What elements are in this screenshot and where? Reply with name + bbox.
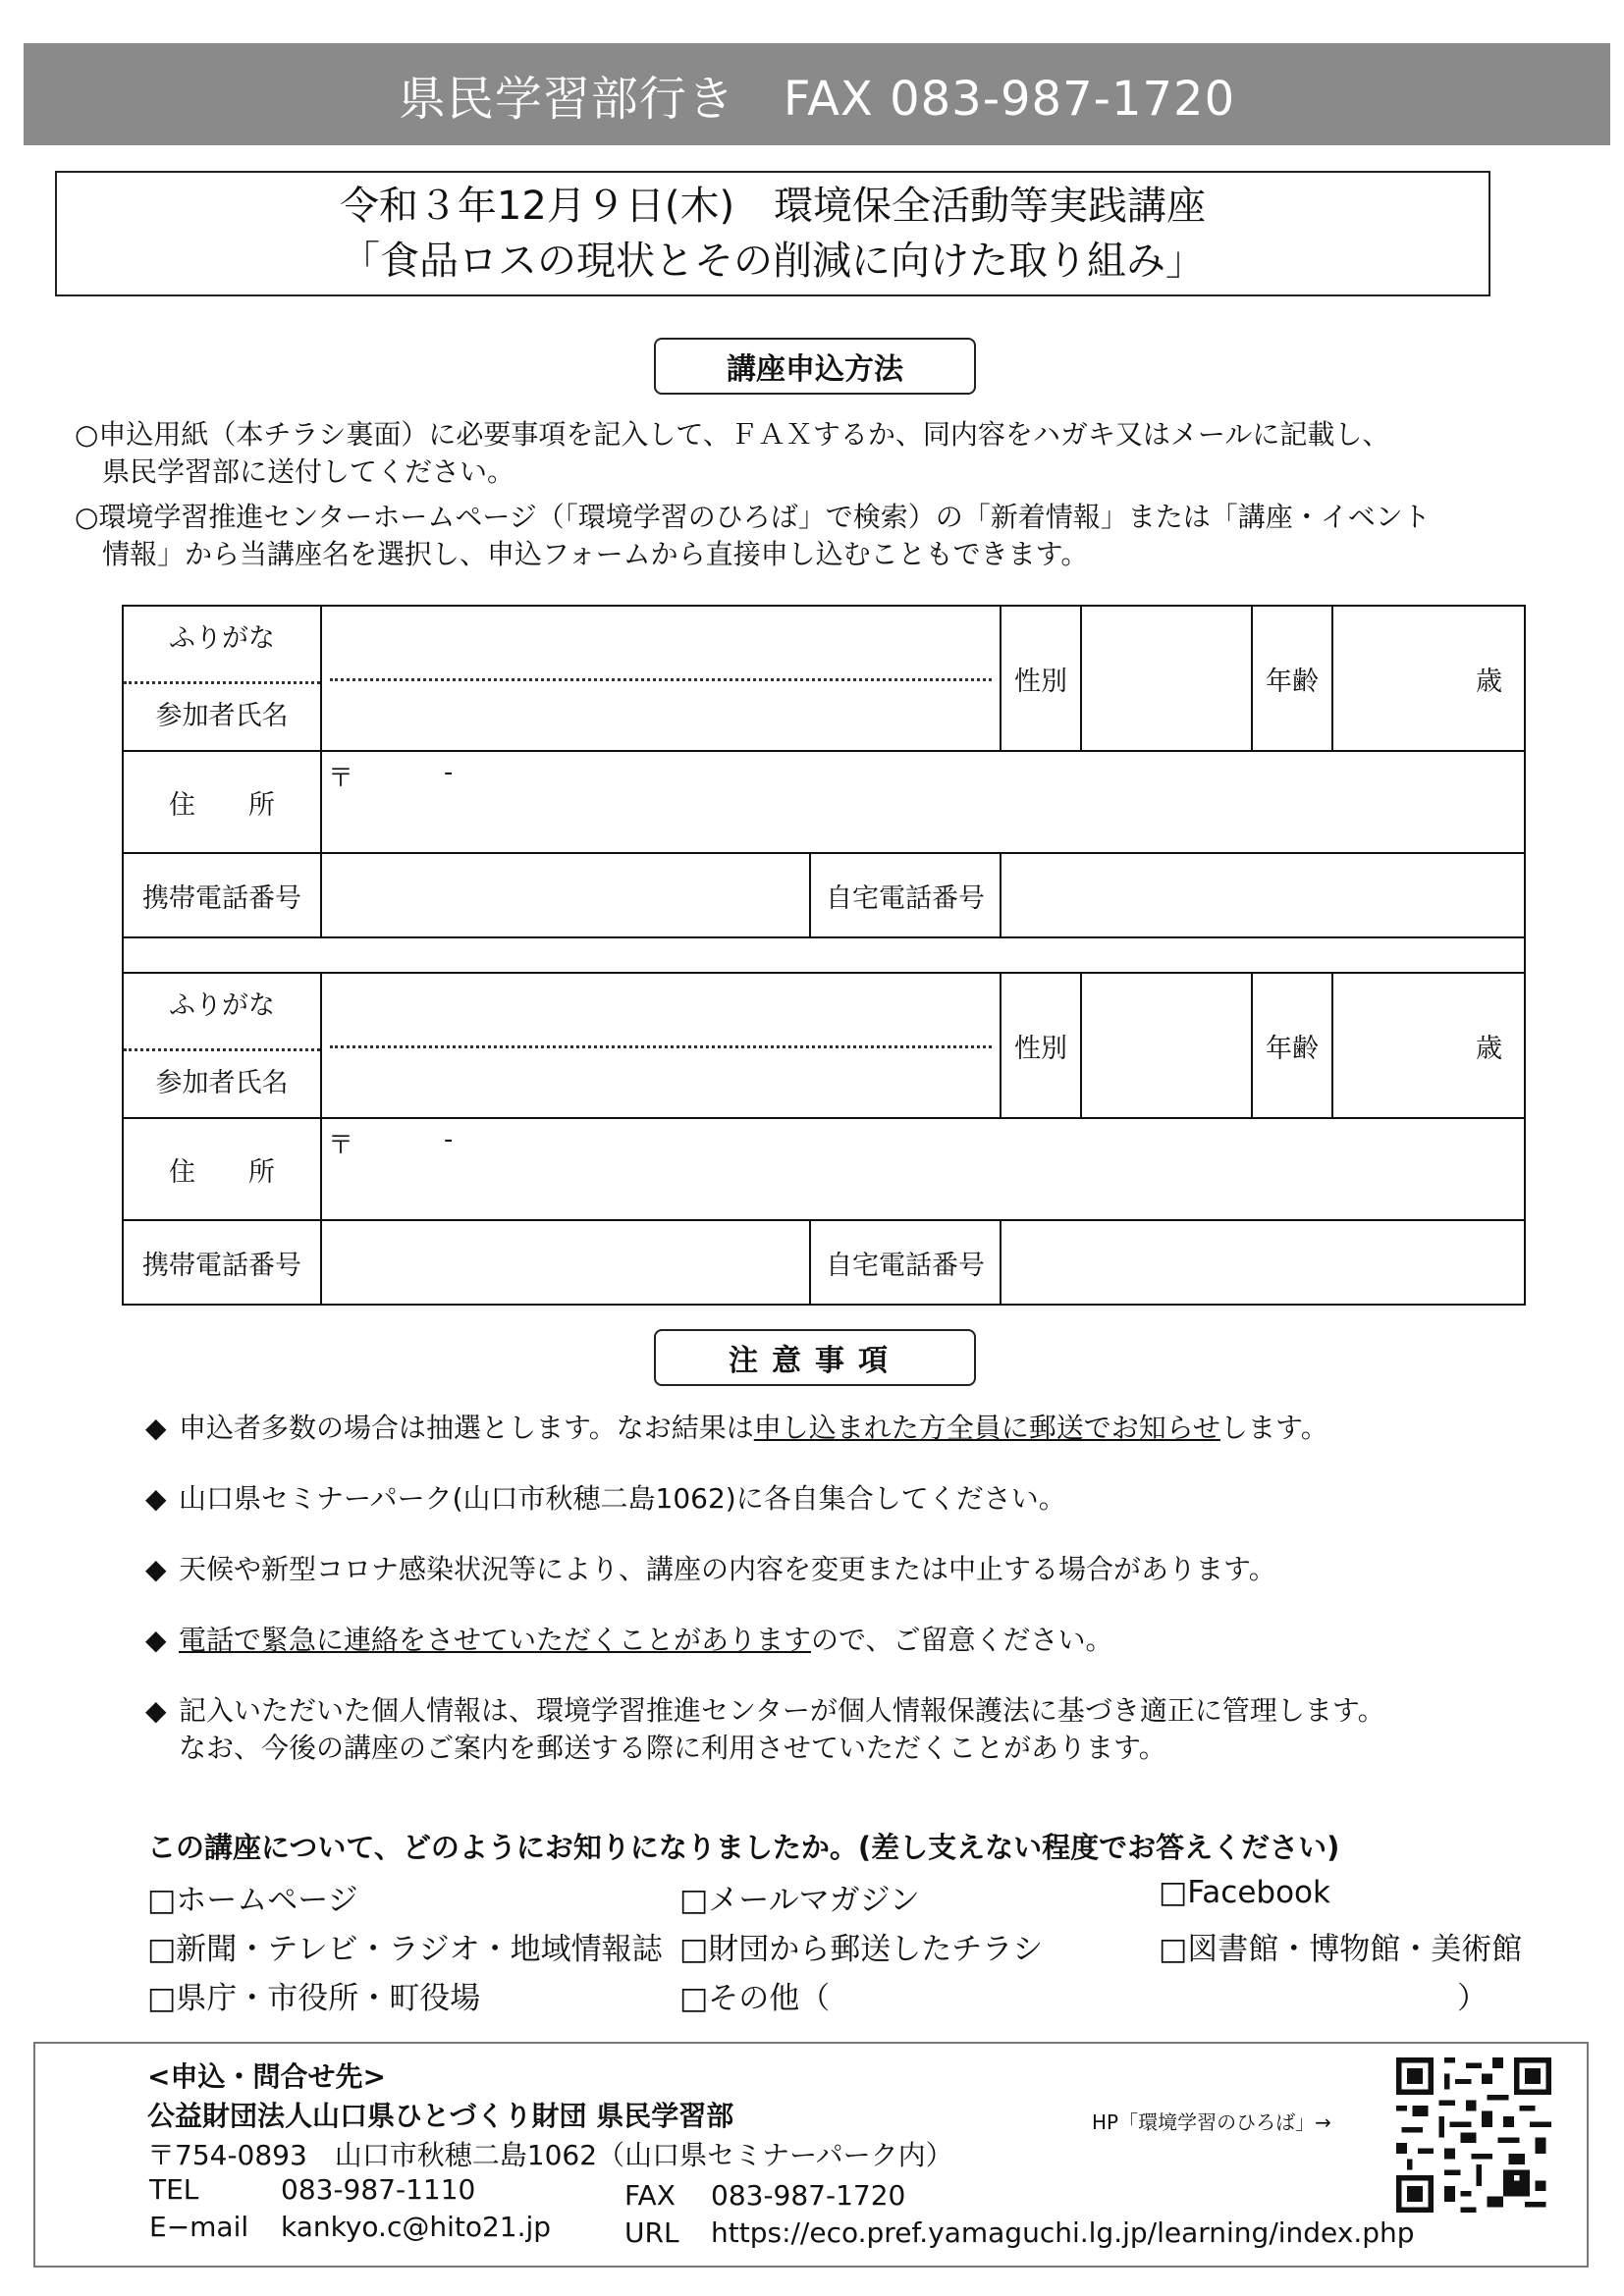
age-field[interactable]: 歳 [1332,606,1525,751]
diamond-bullet-icon: ◆ [145,1553,167,1585]
option-library-museum[interactable]: □図書館・博物館・美術館 [1159,1932,1523,1967]
note-5-line1: 記入いただいた個人情報は、環境学習推進センターが個人情報保護法に基づき適正に管理します。 [179,1694,1385,1727]
gender-field[interactable] [1081,973,1252,1118]
option-government-office[interactable]: □県庁・市役所・町役場 [147,1981,481,2016]
participant-name-label: 参加者氏名 [155,701,289,731]
note-1-underlined: 申し込まれた方全員に郵送でお知らせ [753,1412,1220,1444]
option-facebook[interactable]: □Facebook [1159,1875,1330,1910]
contact-heading: <申込・問合せ先> [147,2060,386,2093]
mobile-phone-field[interactable] [321,1220,810,1305]
address-field[interactable] [321,1118,1525,1220]
url-label: URL [624,2216,679,2249]
note-5 [145,1692,1385,1767]
method-paragraph-2 [75,499,1431,573]
fax-destination-header: 県民学習部行き FAX 083-987-1720 [24,43,1610,145]
note-2 [145,1480,1066,1518]
website-url[interactable]: https://eco.pref.yamaguchi.lg.jp/learning/index.php [711,2216,1415,2249]
fax-label: FAX [624,2179,676,2212]
note-1-text: 申込者多数の場合は抽選とします。なお結果は [179,1412,754,1444]
participant-name-field[interactable] [321,606,1001,751]
gender-field[interactable] [1081,606,1252,751]
address-label: 住 所 [123,751,321,853]
option-mail-magazine[interactable]: □メールマガジン [679,1883,920,1918]
note-1 [145,1410,1328,1447]
method-p1-line1: ○申込用紙（本チラシ裏面）に必要事項を記入して、ＦＡＸするか、同内容をハガキ又はメールに記載し、 [75,418,1390,451]
course-title-line2: 「食品ロスの現状とその削減に向けた取り組み」 [341,239,1205,284]
home-phone-label: 自宅電話番号 [810,853,1001,937]
name-label-cell [123,973,321,1118]
postal-mark: 〒 [328,764,354,793]
note-4 [145,1622,1112,1659]
postal-mark: 〒 [328,1131,354,1160]
postal-dash: - [444,758,454,787]
tel-number: 083-987-1110 [281,2173,476,2206]
participant-name-label: 参加者氏名 [155,1068,289,1098]
home-phone-field[interactable] [1001,853,1525,937]
option-newspaper-tv[interactable]: □新聞・テレビ・ラジオ・地域情報誌 [147,1932,663,1967]
email-label: E−mail [149,2211,249,2243]
note-2-text: 山口県セミナーパーク(山口市秋穂二島1062)に各自集合してください。 [179,1482,1066,1515]
diamond-bullet-icon: ◆ [145,1412,167,1444]
note-4-tail: ので、ご留意ください。 [811,1624,1113,1656]
method-p1-line2: 県民学習部に送付してください。 [102,455,515,488]
option-flyer[interactable]: □財団から郵送したチラシ [679,1932,1044,1967]
contact-address: 〒754-0893 山口市秋穂二島1062（山口県セミナーパーク内） [147,2139,953,2171]
participant-form-2 [122,972,1526,1306]
note-3-text: 天候や新型コロナ感染状況等により、講座の内容を変更または中止する場合があります。 [179,1553,1276,1585]
age-field[interactable]: 歳 [1332,973,1525,1118]
method-p2-line2: 情報」から当講座名を選択し、申込フォームから直接申し込むこともできます。 [102,538,1089,570]
age-label: 年齢 [1252,606,1332,751]
gender-label: 性別 [1001,606,1081,751]
name-label-cell [123,606,321,751]
mobile-phone-field[interactable] [321,853,810,937]
note-4-underlined: 電話で緊急に連絡をさせていただくことがあります [179,1624,812,1656]
method-paragraph-1 [75,416,1389,491]
notes-heading: 注意事項 [654,1329,976,1386]
participant-name-field[interactable] [321,973,1001,1118]
diamond-bullet-icon: ◆ [145,1482,167,1515]
option-other[interactable]: □その他（ [679,1981,831,2016]
home-phone-label: 自宅電話番号 [810,1220,1001,1305]
tel-label: TEL [149,2173,199,2206]
address-label: 住 所 [123,1118,321,1220]
home-phone-field[interactable] [1001,1220,1525,1305]
course-title-box [55,171,1490,296]
furigana-label: ふりがな [169,623,275,654]
note-3 [145,1551,1276,1588]
gender-label: 性別 [1001,973,1081,1118]
note-1-tail: します。 [1219,1412,1328,1444]
option-other-close: ） [1457,1981,1488,2016]
course-title-line1: 令和３年12月９日(木) 環境保全活動等実践講座 [339,184,1207,229]
participant-form-1 [122,605,1526,974]
fax-number: 083-987-1720 [711,2179,906,2212]
postal-dash: - [444,1125,454,1154]
application-method-heading: 講座申込方法 [654,338,976,395]
furigana-label: ふりがな [169,990,275,1021]
qr-code-icon[interactable] [1396,2057,1551,2213]
mobile-phone-label: 携帯電話番号 [123,1220,321,1305]
diamond-bullet-icon: ◆ [145,1624,167,1656]
address-field[interactable] [321,751,1525,853]
age-label: 年齢 [1252,973,1332,1118]
email-address[interactable]: kankyo.c@hito21.jp [281,2211,552,2243]
hp-note: HP「環境学習のひろば」→ [1092,2110,1331,2134]
note-5-line2: なお、今後の講座のご案内を郵送する際に利用させていただくことがあります。 [179,1732,1166,1764]
option-homepage[interactable]: □ホームページ [147,1883,358,1918]
mobile-phone-label: 携帯電話番号 [123,853,321,937]
contact-organization: 公益財団法人山口県ひとづくり財団 県民学習部 [147,2100,734,2132]
method-p2-line1: ○環境学習推進センターホームページ（「環境学習のひろば」で検索）の「新着情報」または「講座・イベント [75,501,1431,533]
diamond-bullet-icon: ◆ [145,1694,167,1727]
survey-question: この講座について、どのようにお知りになりましたか。(差し支えない程度でお答えください) [147,1831,1340,1864]
form-spacer-row [123,937,1525,973]
